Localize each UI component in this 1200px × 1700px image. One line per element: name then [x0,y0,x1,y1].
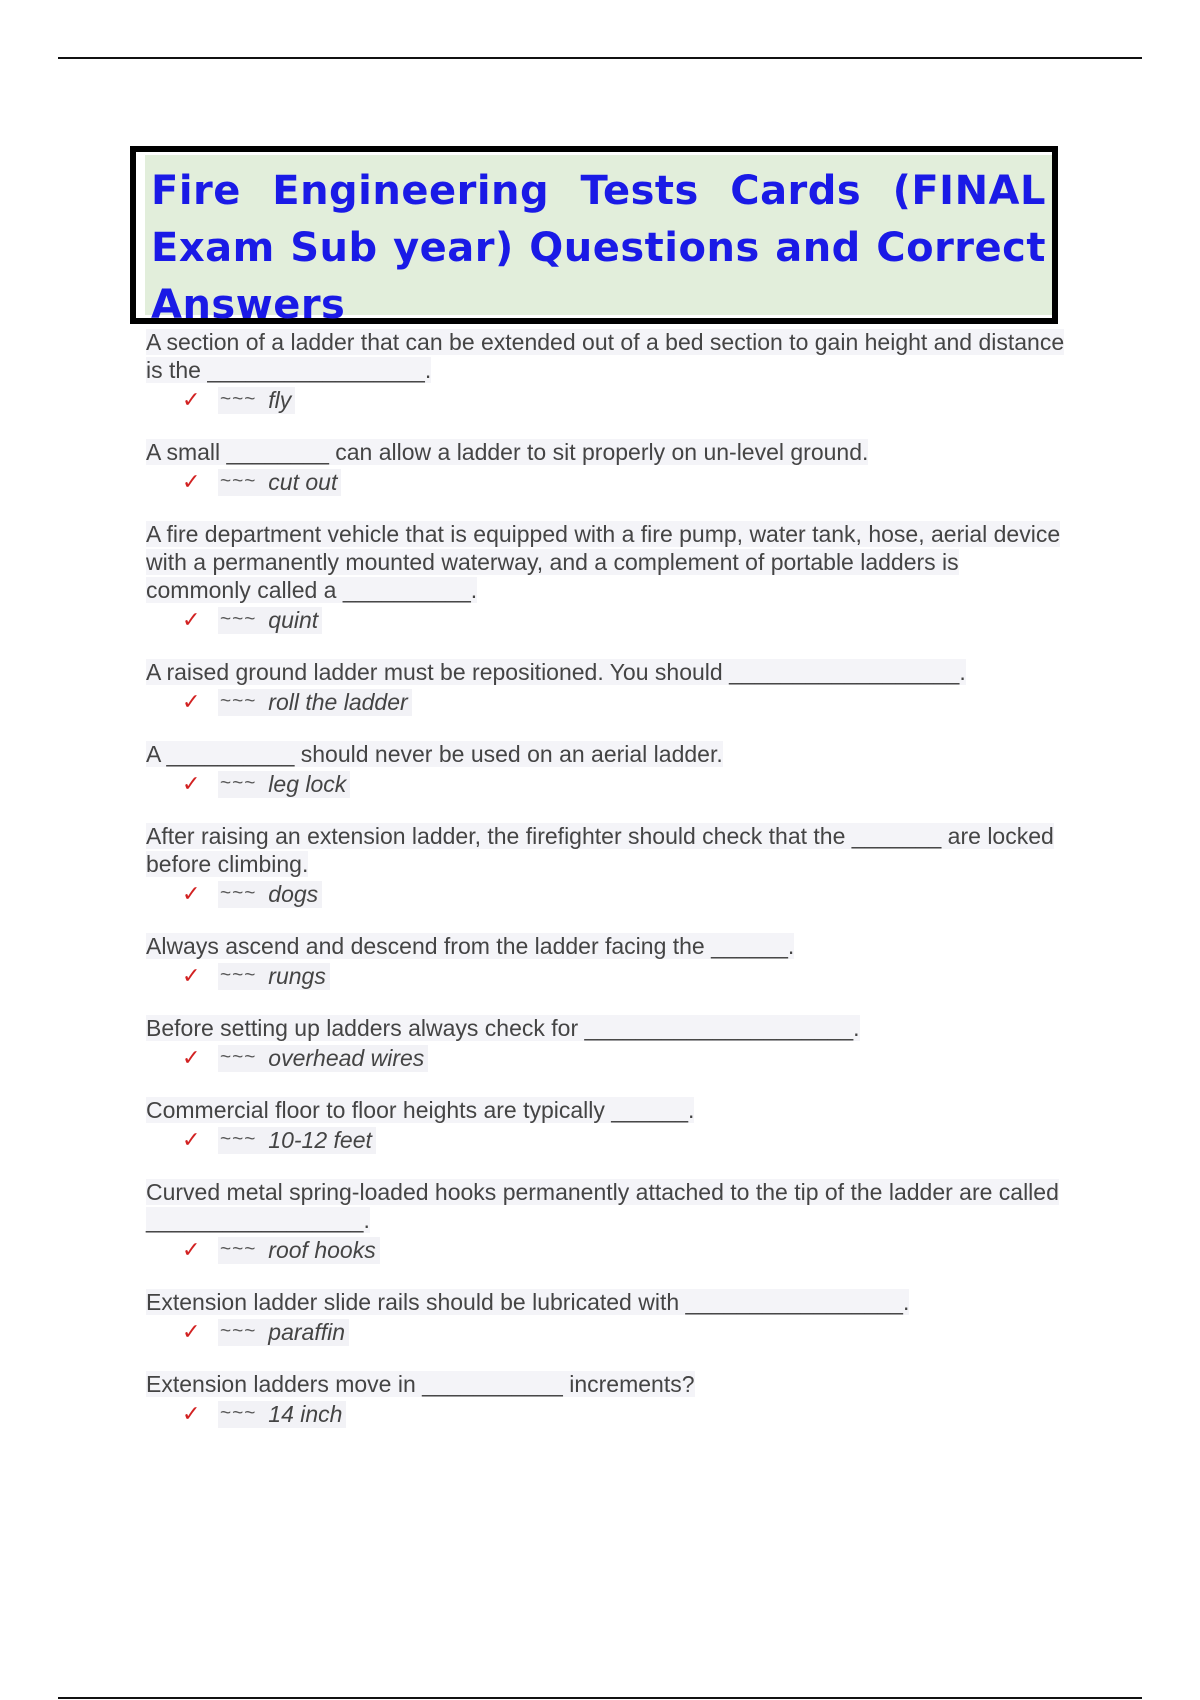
qa-item [146,1014,1066,1074]
answer-row [182,1316,1066,1348]
answer-row [182,384,1066,416]
question-text: Extension ladders move in ___________ increments? [146,1371,695,1397]
answer-text: roof hooks [268,1236,376,1263]
bottom-rule [58,1697,1142,1699]
answer-row [182,466,1066,498]
answer-prefix: ~~~ [220,883,257,904]
qa-item [146,328,1066,416]
qa-item [146,822,1066,910]
question-text: Commercial floor to floor heights are typically ______. [146,1097,695,1123]
qa-item [146,740,1066,800]
answer-prefix: ~~~ [220,691,257,712]
answer-row [182,1124,1066,1156]
answer-row [182,768,1066,800]
answer-row [182,1398,1066,1430]
answer-prefix: ~~~ [220,1321,257,1342]
top-rule [58,57,1142,59]
question-text: A section of a ladder that can be extended out of a bed section to gain height and distance is the _________________. [146,329,1065,383]
question-text: Always ascend and descend from the ladder facing the ______. [146,933,795,959]
check-mark-icon: ✓ [182,963,201,988]
question-text: Extension ladder slide rails should be lubricated with _________________. [146,1289,910,1315]
question-text: A __________ should never be used on an aerial ladder. [146,741,723,767]
answer-prefix: ~~~ [220,1047,257,1068]
qa-item [146,520,1066,636]
question-text: A raised ground ladder must be repositioned. You should __________________. [146,659,966,685]
answer-text: fly [268,386,292,413]
answer-prefix: ~~~ [220,1129,257,1150]
qa-item [146,1370,1066,1430]
check-mark-icon: ✓ [182,607,201,632]
qa-item [146,1096,1066,1156]
answer-text: cut out [268,468,338,495]
check-mark-icon: ✓ [182,1127,201,1152]
qa-item [146,658,1066,718]
answer-prefix: ~~~ [220,471,257,492]
question-text: Before setting up ladders always check for _____________________. [146,1015,860,1041]
answer-row [182,686,1066,718]
question-text: A fire department vehicle that is equipped with a fire pump, water tank, hose, aerial device with a permanently mounted waterway, and a complement of portable ladders is commonly called a __________. [146,521,1061,603]
answer-text: dogs [268,880,319,907]
answer-text: roll the ladder [268,688,408,715]
question-text: After raising an extension ladder, the firefighter should check that the _______ are locked before climbing. [146,823,1054,877]
answer-text: 10-12 feet [268,1126,372,1153]
answer-prefix: ~~~ [220,1239,257,1260]
answer-prefix: ~~~ [220,389,257,410]
question-text: A small ________ can allow a ladder to sit properly on un-level ground. [146,439,869,465]
answer-prefix: ~~~ [220,1403,257,1424]
title-box [130,146,1058,328]
answer-row [182,1234,1066,1266]
qa-item [146,932,1066,992]
answer-row [182,604,1066,636]
answer-prefix: ~~~ [220,965,257,986]
answer-text: 14 inch [268,1400,343,1427]
answer-row [182,960,1066,992]
check-mark-icon: ✓ [182,771,201,796]
qa-item [146,438,1066,498]
answer-text: rungs [268,962,326,989]
check-mark-icon: ✓ [182,689,201,714]
check-mark-icon: ✓ [182,1237,201,1262]
check-mark-icon: ✓ [182,881,201,906]
answer-text: leg lock [268,770,347,797]
answer-text: paraffin [268,1318,346,1345]
answer-prefix: ~~~ [220,609,257,630]
page-title: Fire Engineering Tests Cards (FINAL Exam Sub year) Questions and Correct Answers [151,168,1046,328]
check-mark-icon: ✓ [182,469,201,494]
answer-row [182,1042,1066,1074]
check-mark-icon: ✓ [182,387,201,412]
answer-prefix: ~~~ [220,773,257,794]
question-text: Curved metal spring-loaded hooks permanently attached to the tip of the ladder are called _________________. [146,1179,1059,1233]
answer-text: quint [268,606,319,633]
check-mark-icon: ✓ [182,1319,201,1344]
check-mark-icon: ✓ [182,1045,201,1070]
qa-item [146,1288,1066,1348]
qa-list [146,328,1066,1452]
check-mark-icon: ✓ [182,1401,201,1426]
title-background [145,155,1052,328]
answer-text: overhead wires [268,1044,425,1071]
answer-row [182,878,1066,910]
qa-item [146,1178,1066,1266]
